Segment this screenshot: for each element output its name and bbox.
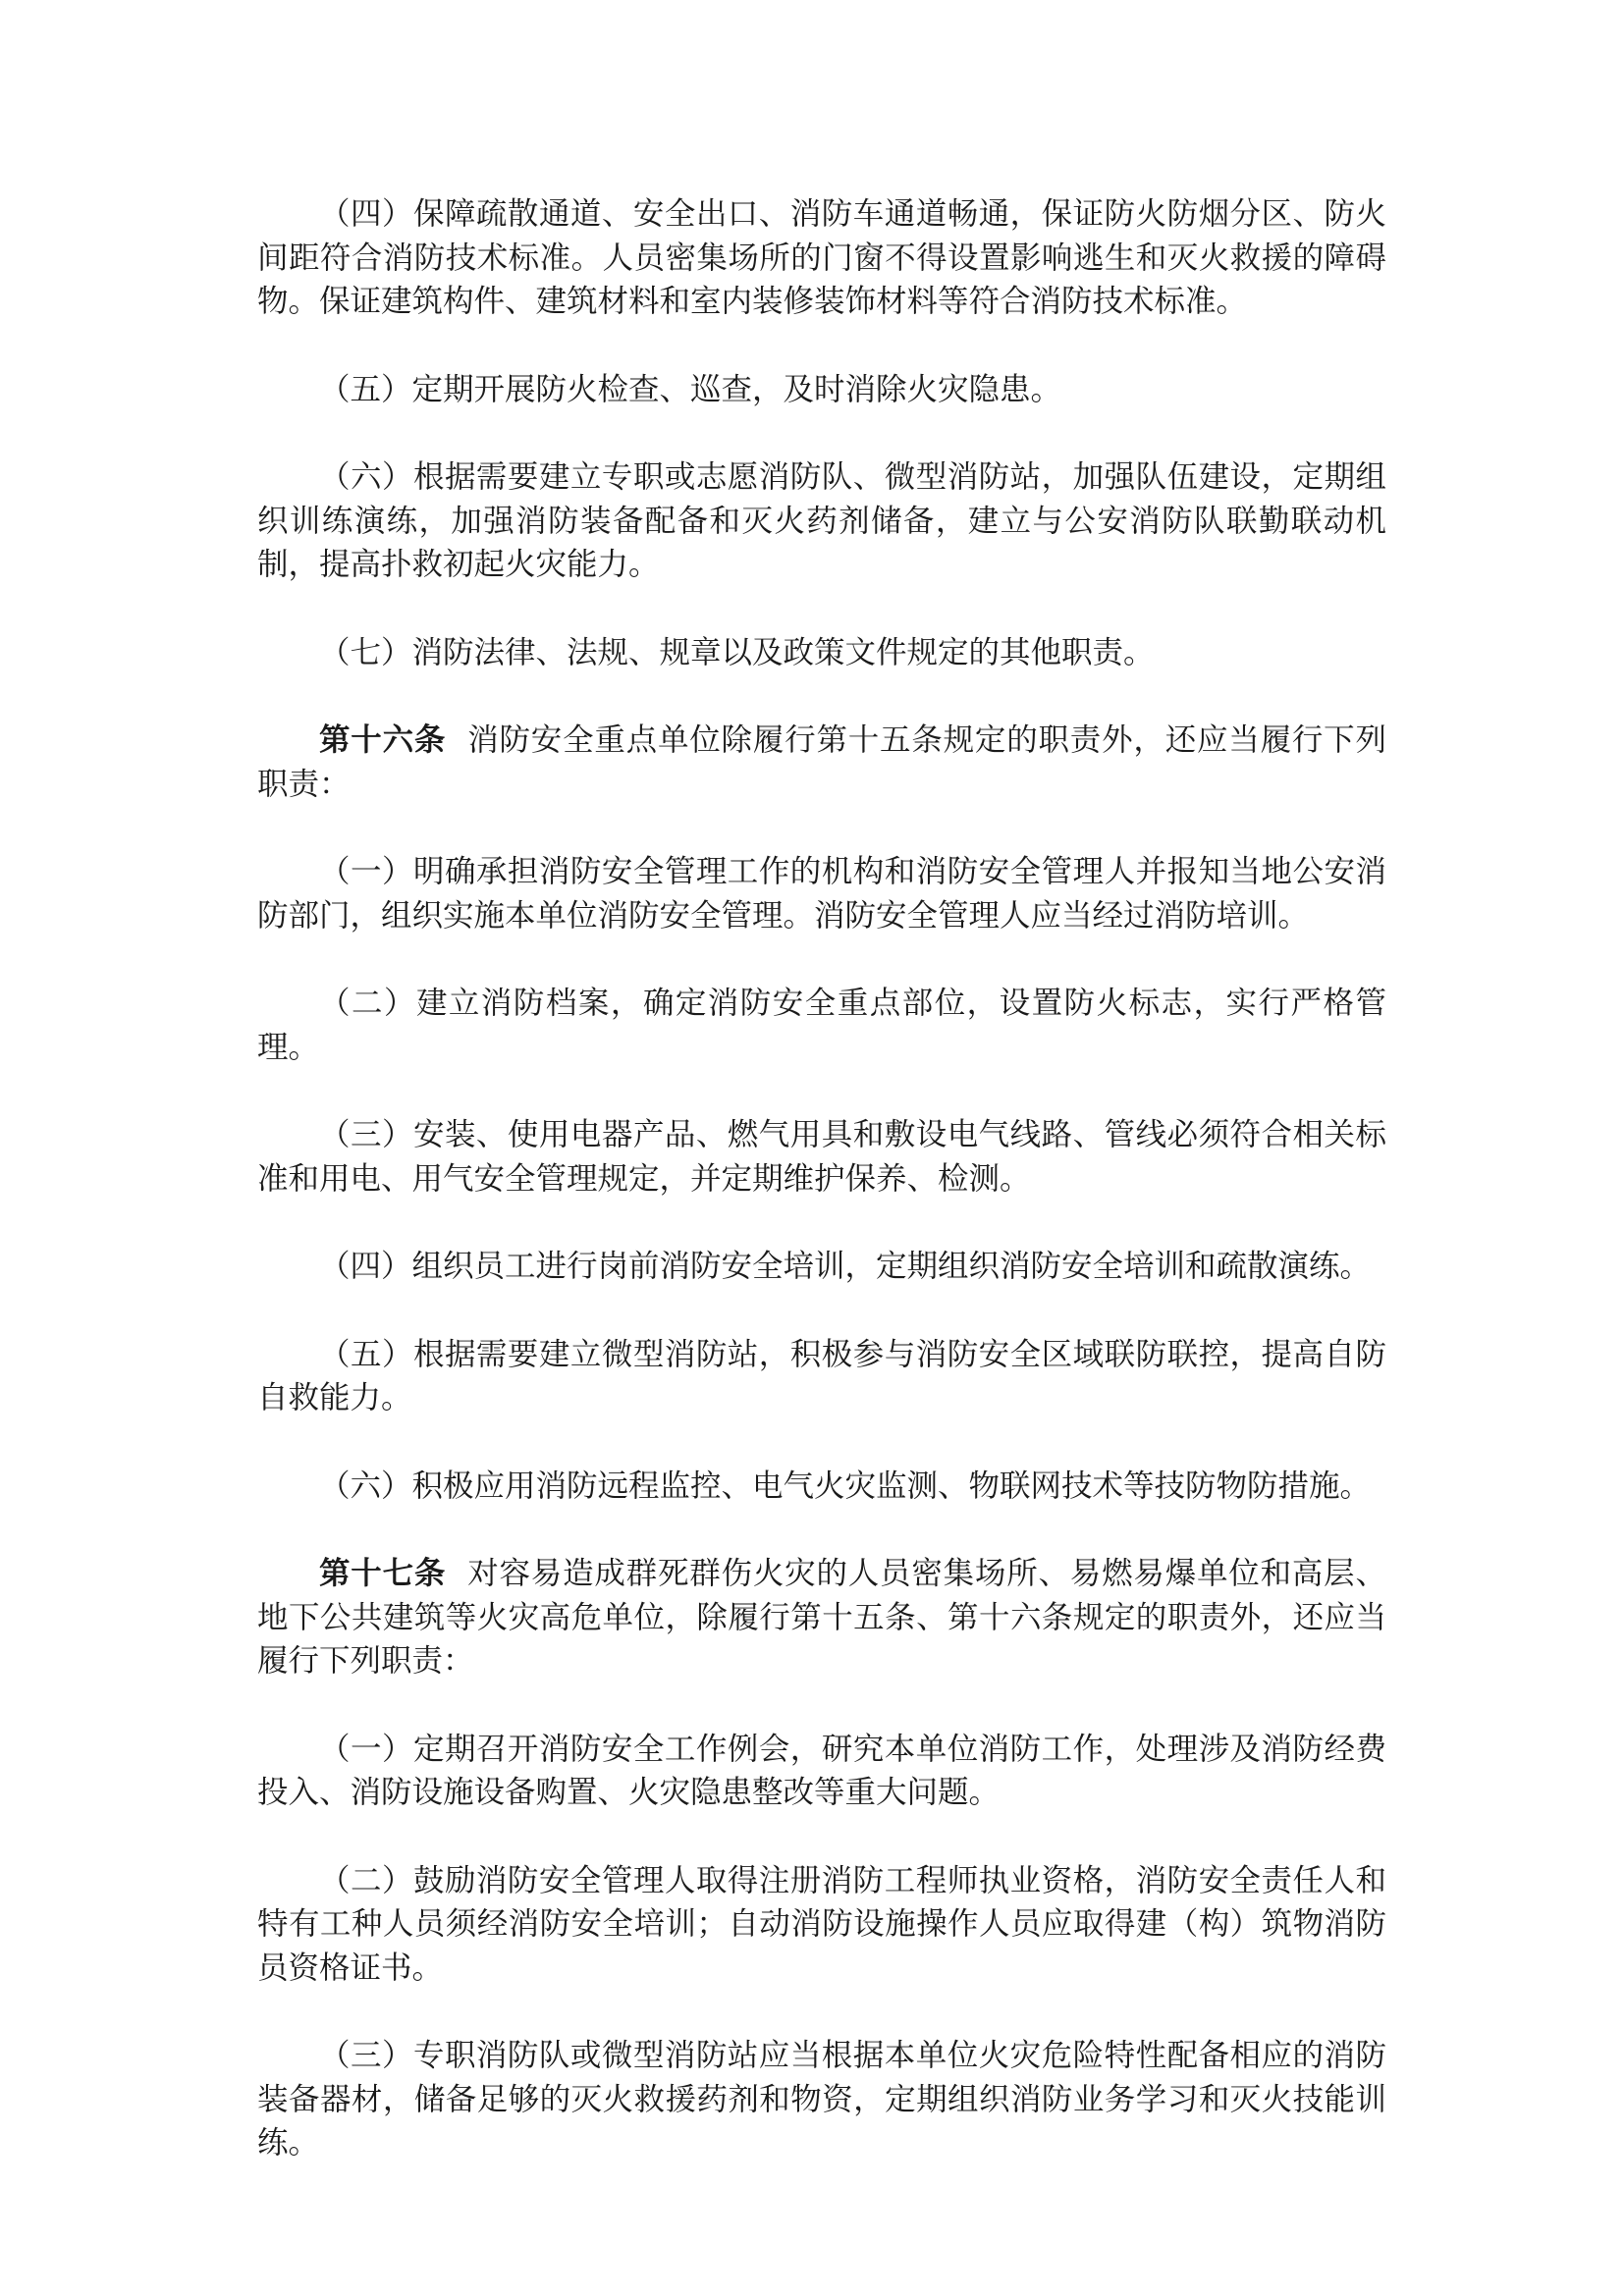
document-body: [257, 192, 1386, 2210]
paragraph: [257, 1245, 1386, 1289]
paragraph: [257, 982, 1386, 1069]
paragraph: [257, 1333, 1386, 1420]
paragraph-text: （一）明确承担消防安全管理工作的机构和消防安全管理人并报知当地公安消防部门，组织实施本单位消防安全管理。消防安全管理人应当经过消防培训。: [257, 854, 1386, 934]
paragraph-text: （三）安装、使用电器产品、燃气用具和敷设电气线路、管线必须符合相关标准和用电、用气安全管理规定，并定期维护保养、检测。: [257, 1117, 1386, 1197]
article-number: 第十七条: [319, 1556, 447, 1591]
paragraph-text: （四）组织员工进行岗前消防安全培训，定期组织消防安全培训和疏散演练。: [319, 1249, 1372, 1284]
paragraph: [257, 455, 1386, 587]
paragraph: [257, 2034, 1386, 2165]
paragraph: [257, 1728, 1386, 1815]
paragraph-text: （一）定期召开消防安全工作例会，研究本单位消防工作，处理涉及消防经费投入、消防设施设备购置、火灾隐患整改等重大问题。: [257, 1731, 1386, 1810]
paragraph: [257, 1859, 1386, 1991]
paragraph: [257, 1465, 1386, 1509]
paragraph-text: （六）积极应用消防远程监控、电气火灾监测、物联网技术等技防物防措施。: [319, 1468, 1372, 1504]
article-number: 第十六条: [319, 722, 447, 758]
paragraph: [257, 192, 1386, 324]
paragraph-text: （七）消防法律、法规、规章以及政策文件规定的其他职责。: [319, 634, 1155, 670]
paragraph-text: （二）鼓励消防安全管理人取得注册消防工程师执业资格，消防安全责任人和特有工种人员须经消防安全培训；自动消防设施操作人员应取得建（构）筑物消防员资格证书。: [257, 1862, 1386, 1986]
paragraph-text: 消防安全重点单位除履行第十五条规定的职责外，还应当履行下列职责：: [257, 722, 1386, 802]
article-paragraph: [257, 1552, 1386, 1683]
paragraph-text: （四）保障疏散通道、安全出口、消防车通道畅通，保证防火防烟分区、防火间距符合消防技术标准。人员密集场所的门窗不得设置影响逃生和灭火救援的障碍物。保证建筑构件、建筑材料和室内装修装饰材料等符合消防技术标准。: [257, 196, 1386, 319]
paragraph-text: （六）根据需要建立专职或志愿消防队、微型消防站，加强队伍建设，定期组织训练演练，加强消防装备配备和灭火药剂储备，建立与公安消防队联勤联动机制，提高扑救初起火灾能力。: [257, 459, 1386, 582]
paragraph-text: （五）定期开展防火检查、巡查，及时消除火灾隐患。: [319, 371, 1062, 407]
article-paragraph: [257, 719, 1386, 806]
paragraph: [257, 368, 1386, 412]
paragraph-text: 对容易造成群死群伤火灾的人员密集场所、易燃易爆单位和高层、地下公共建筑等火灾高危单位，除履行第十五条、第十六条规定的职责外，还应当履行下列职责：: [257, 1556, 1386, 1679]
paragraph-text: （三）专职消防队或微型消防站应当根据本单位火灾危险特性配备相应的消防装备器材，储备足够的灭火救援药剂和物资，定期组织消防业务学习和灭火技能训练。: [257, 2038, 1386, 2161]
paragraph: [257, 850, 1386, 937]
paragraph: [257, 1113, 1386, 1201]
paragraph-text: （五）根据需要建立微型消防站，积极参与消防安全区域联防联控，提高自防自救能力。: [257, 1336, 1386, 1415]
paragraph-text: （二）建立消防档案，确定消防安全重点部位，设置防火标志，实行严格管理。: [257, 986, 1386, 1065]
paragraph: [257, 631, 1386, 675]
